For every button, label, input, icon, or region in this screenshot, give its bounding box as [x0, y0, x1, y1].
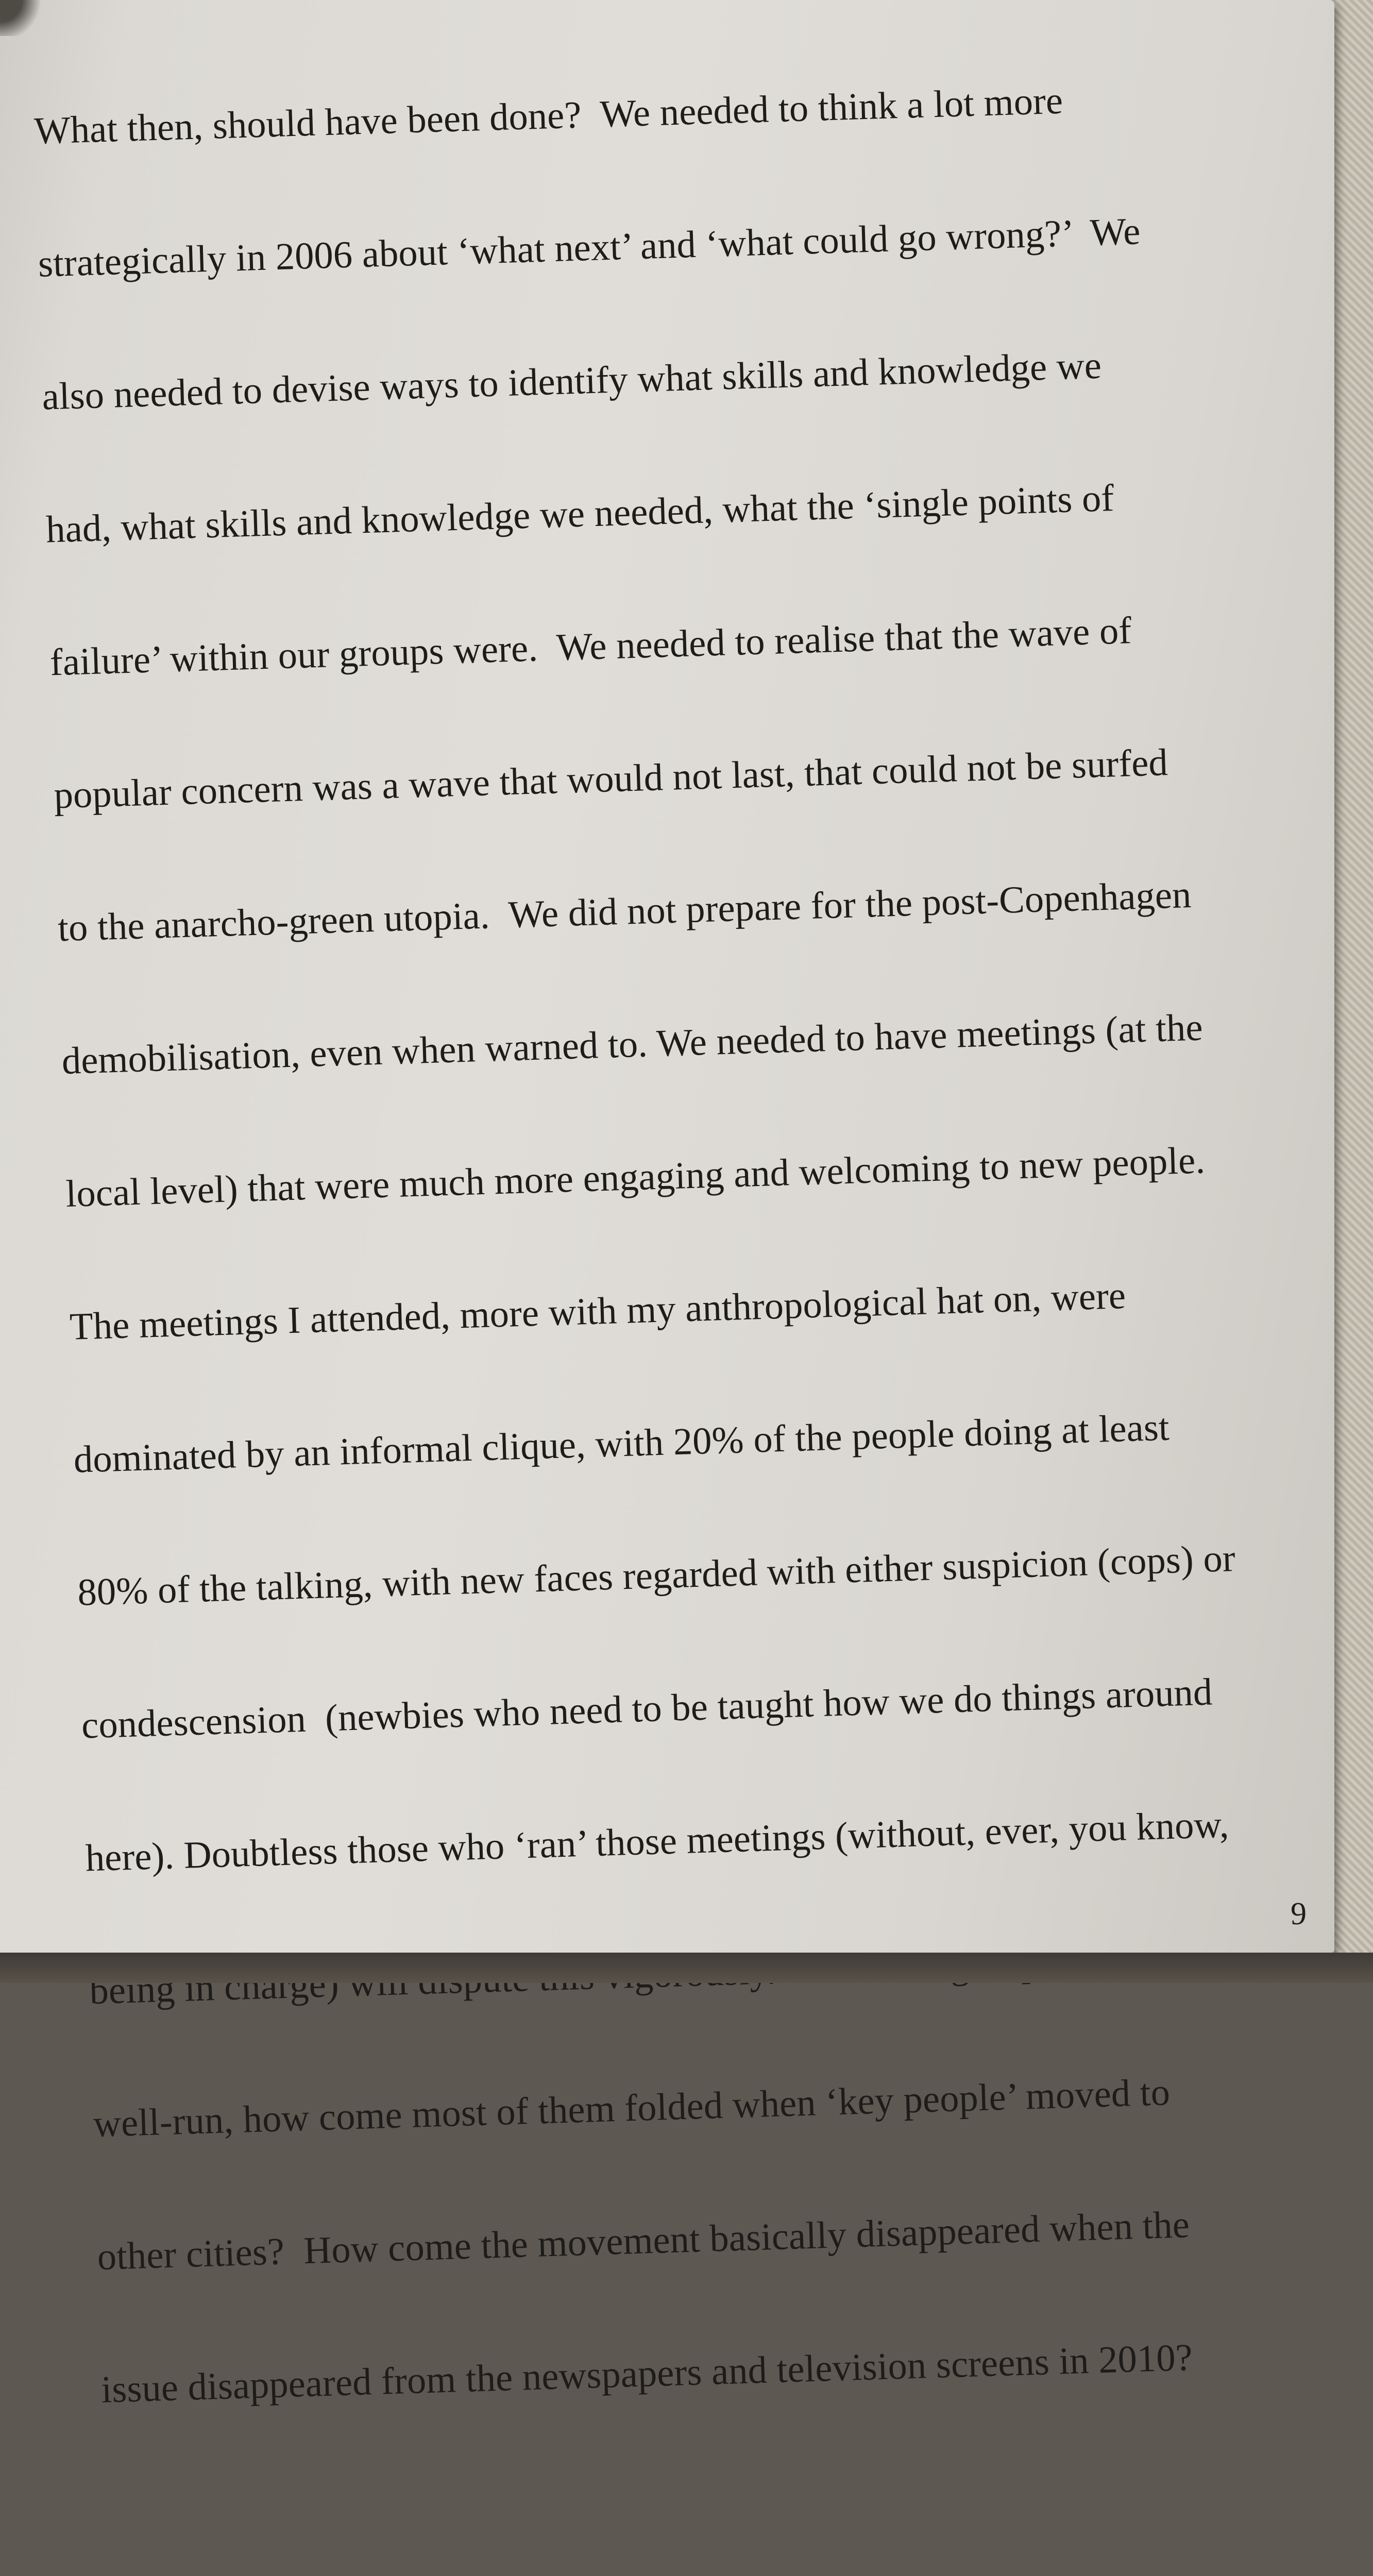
- text-line: The meetings I attended, more with my anthropological hat on, were: [69, 1275, 1127, 1348]
- table-surface: [0, 1953, 1373, 1983]
- text-line: What then, should have been done? We needed to think a lot more: [33, 79, 1064, 152]
- text-line: also needed to devise ways to identify what skills and knowledge we: [41, 344, 1103, 418]
- text-line: demobilisation, even when warned to. We needed to have meetings (at the: [61, 1006, 1204, 1083]
- text-line: 80% of the talking, with new faces regarded with either suspicion (cops) or: [77, 1537, 1236, 1614]
- page-body-text: [31, 0, 1373, 2576]
- text-line: had, what skills and knowledge we needed, what the ‘single points of: [45, 477, 1115, 551]
- text-line: issue disappeared from the newspapers and television screens in 2010?: [100, 2336, 1193, 2411]
- text-line: popular concern was a wave that would not last, that could not be surfed: [53, 741, 1168, 817]
- text-line: well-run, how come most of them folded when ‘key people’ moved to: [92, 2071, 1171, 2146]
- paragraph-1: [31, 0, 1351, 2501]
- text-line: here). Doubtless those who ‘ran’ those meetings (without, ever, you know,: [84, 1803, 1230, 1880]
- text-line: to the anarcho-green utopia. We did not prepare for the post-Copenhagen: [57, 873, 1192, 950]
- text-line: other cities? How come the movement basically disappeared when the: [96, 2204, 1191, 2279]
- text-line: local level) that were much more engaging and welcoming to new people.: [65, 1139, 1206, 1215]
- paragraph-2: [106, 2511, 1373, 2576]
- page-number: 9: [1291, 1896, 1307, 1931]
- text-line: dominated by an informal clique, with 20% of the people doing at least: [73, 1406, 1170, 1481]
- text-line: condescension (newbies who need to be taught how we do things around: [81, 1671, 1213, 1747]
- text-line: failure’ within our groups were. We needed to realise that the wave of: [49, 609, 1132, 684]
- text-line: strategically in 2006 about ‘what next’ and ‘what could go wrong?’ We: [37, 210, 1141, 285]
